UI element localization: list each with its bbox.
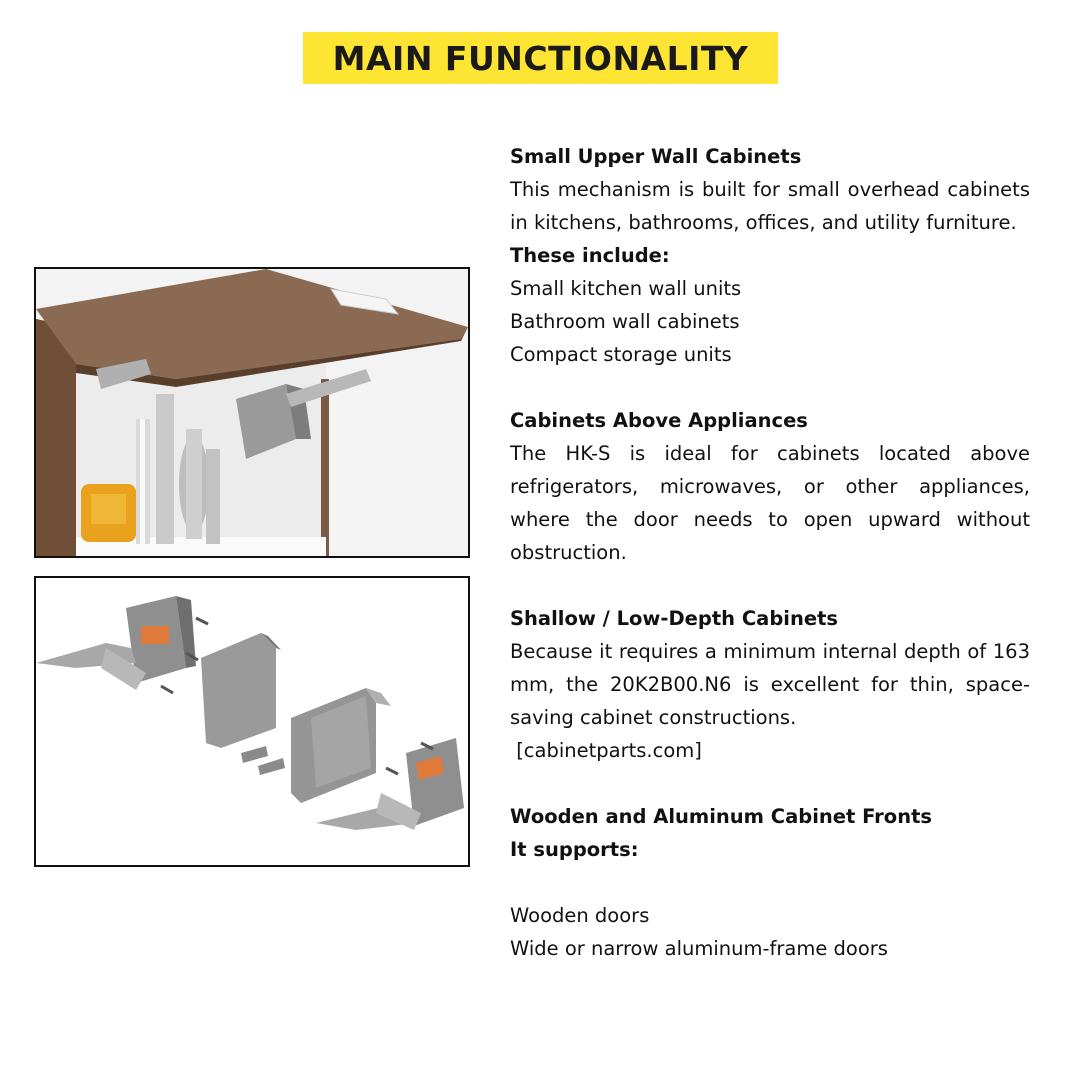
- description-column: [510, 140, 1030, 965]
- body-shallow-cabinets: Because it requires a minimum internal depth of 163 mm, the 20K2B00.N6 is excellent for thin, space-saving cabinet constructions.: [510, 640, 1030, 729]
- lift-mechanism-components-exploded-view: [34, 576, 470, 867]
- list-item: Compact storage units: [510, 343, 732, 366]
- list-item: Wooden doors: [510, 904, 650, 927]
- page-title: MAIN FUNCTIONALITY: [332, 38, 749, 78]
- subheading-it-supports: It supports:: [510, 838, 639, 861]
- cabinet-lift-mechanism-photo: [34, 267, 470, 558]
- body-cabinets-above-appliances: The HK-S is ideal for cabinets located above refrigerators, microwaves, or other appliances, where the door needs to open upward without obstruction.: [510, 442, 1030, 564]
- title-banner: [303, 32, 778, 84]
- subheading-these-include: These include:: [510, 244, 670, 267]
- heading-cabinets-above-appliances: Cabinets Above Appliances: [510, 409, 808, 432]
- list-item: Wide or narrow aluminum-frame doors: [510, 937, 888, 960]
- heading-small-upper-wall-cabinets: Small Upper Wall Cabinets: [510, 145, 802, 168]
- list-item: Bathroom wall cabinets: [510, 310, 740, 333]
- source-citation: [cabinetparts.com]: [510, 739, 702, 762]
- heading-cabinet-fronts: Wooden and Aluminum Cabinet Fronts: [510, 805, 933, 828]
- body-small-upper-wall-cabinets: This mechanism is built for small overhead cabinets in kitchens, bathrooms, offices, and utility furniture.: [510, 178, 1030, 234]
- list-item: Small kitchen wall units: [510, 277, 742, 300]
- heading-shallow-cabinets: Shallow / Low-Depth Cabinets: [510, 607, 839, 630]
